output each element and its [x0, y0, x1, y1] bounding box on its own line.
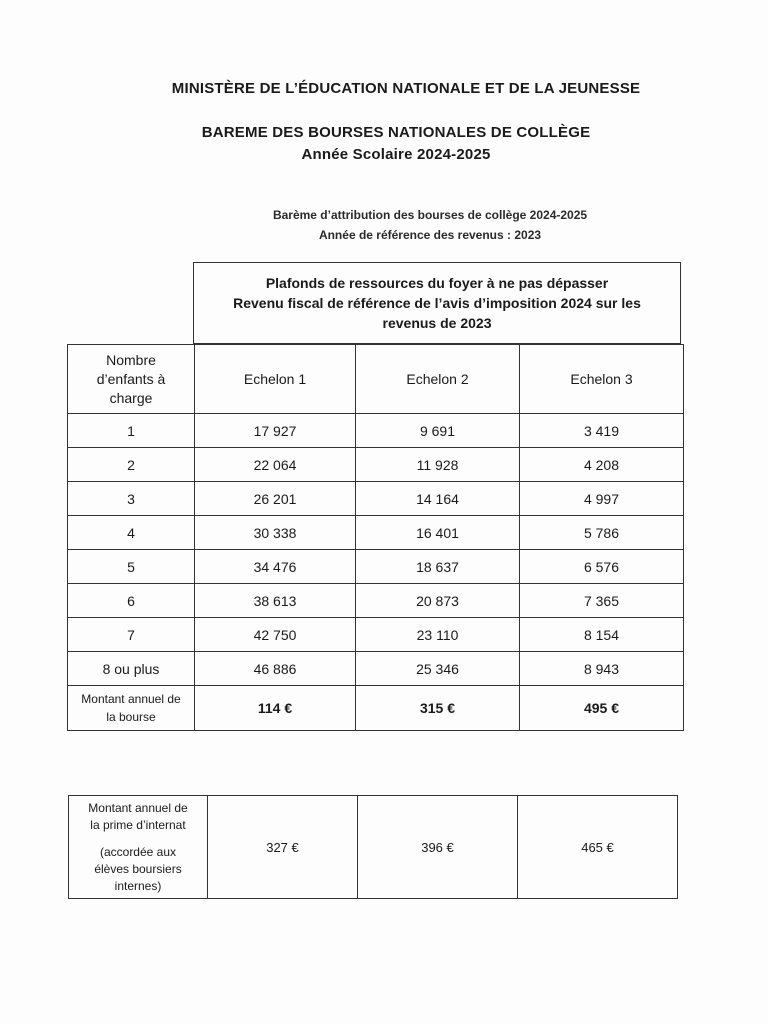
table-row: [68, 414, 684, 448]
table-row: [68, 516, 684, 550]
montant-echelon-1: 114 €: [195, 686, 356, 731]
montant-echelon-3: 495 €: [520, 686, 684, 731]
table-row: [68, 448, 684, 482]
table-row: [68, 550, 684, 584]
header-echelon-1: Echelon 1: [195, 345, 356, 414]
internat-label-line-2: la prime d’internat: [90, 817, 186, 832]
internat-label-line-4: élèves boursiers: [94, 861, 182, 876]
cell-echelon-2: 25 346: [356, 652, 520, 686]
plafonds-line-3: revenus de 2023: [382, 315, 492, 331]
cell-children: 8 ou plus: [68, 652, 195, 686]
table-row: [68, 618, 684, 652]
internat-label: [69, 796, 208, 899]
school-year: Année Scolaire 2024-2025: [301, 146, 491, 163]
subtitle-bareme: Barème d’attribution des bourses de collège 2024-2025: [272, 208, 588, 222]
montant-label-line-1: Montant annuel de: [81, 692, 181, 706]
table-row: [68, 584, 684, 618]
cell-echelon-1: 46 886: [195, 652, 356, 686]
cell-echelon-2: 14 164: [356, 482, 520, 516]
internat-label-line-5: internes): [114, 878, 162, 893]
montant-bourse-row: [68, 686, 684, 731]
bourses-table: [67, 344, 684, 731]
cell-echelon-3: 8 943: [520, 652, 684, 686]
cell-children: 6: [68, 584, 195, 618]
plafonds-header: [193, 262, 681, 344]
internat-row: [69, 796, 678, 899]
cell-echelon-2: 20 873: [356, 584, 520, 618]
internat-table: [68, 795, 678, 899]
cell-echelon-3: 6 576: [520, 550, 684, 584]
internat-label-line-3: (accordée aux: [99, 844, 177, 859]
cell-children: 2: [68, 448, 195, 482]
document-title: BAREME DES BOURSES NATIONALES DE COLLÈGE: [201, 124, 591, 141]
cell-echelon-1: 26 201: [195, 482, 356, 516]
cell-echelon-1: 17 927: [195, 414, 356, 448]
header-echelon-3: Echelon 3: [520, 345, 684, 414]
cell-echelon-2: 23 110: [356, 618, 520, 652]
internat-echelon-1: 327 €: [208, 796, 358, 899]
cell-echelon-1: 30 338: [195, 516, 356, 550]
table-row: [68, 652, 684, 686]
internat-echelon-3: 465 €: [518, 796, 678, 899]
cell-echelon-2: 9 691: [356, 414, 520, 448]
cell-echelon-2: 11 928: [356, 448, 520, 482]
cell-children: 5: [68, 550, 195, 584]
cell-echelon-3: 3 419: [520, 414, 684, 448]
montant-label-line-2: la bourse: [106, 710, 156, 724]
cell-echelon-3: 4 997: [520, 482, 684, 516]
plafonds-line-1: Plafonds de ressources du foyer à ne pas dépasser: [265, 275, 609, 291]
cell-echelon-2: 18 637: [356, 550, 520, 584]
cell-children: 3: [68, 482, 195, 516]
header-children-line-2: d’enfants à: [96, 370, 166, 387]
montant-bourse-label: [68, 686, 195, 731]
plafonds-line-2: Revenu fiscal de référence de l’avis d’imposition 2024 sur les: [233, 295, 641, 311]
cell-echelon-2: 16 401: [356, 516, 520, 550]
internat-echelon-2: 396 €: [358, 796, 518, 899]
subtitle-reference-year: Année de référence des revenus : 2023: [318, 228, 542, 242]
cell-echelon-1: 22 064: [195, 448, 356, 482]
header-echelon-2: Echelon 2: [356, 345, 520, 414]
cell-children: 1: [68, 414, 195, 448]
ministry-heading: MINISTÈRE DE L’ÉDUCATION NATIONALE ET DE LA JEUNESSE: [171, 80, 641, 97]
cell-echelon-1: 42 750: [195, 618, 356, 652]
cell-echelon-3: 7 365: [520, 584, 684, 618]
cell-echelon-3: 4 208: [520, 448, 684, 482]
cell-children: 4: [68, 516, 195, 550]
header-children-count: [68, 345, 195, 414]
cell-echelon-1: 38 613: [195, 584, 356, 618]
header-children-line-1: Nombre: [106, 351, 156, 368]
cell-echelon-1: 34 476: [195, 550, 356, 584]
cell-echelon-3: 8 154: [520, 618, 684, 652]
table-row: [68, 482, 684, 516]
montant-echelon-2: 315 €: [356, 686, 520, 731]
table-header-row: [68, 345, 684, 414]
header-children-line-3: charge: [109, 389, 153, 406]
internat-label-line-1: Montant annuel de: [88, 800, 188, 815]
cell-children: 7: [68, 618, 195, 652]
cell-echelon-3: 5 786: [520, 516, 684, 550]
